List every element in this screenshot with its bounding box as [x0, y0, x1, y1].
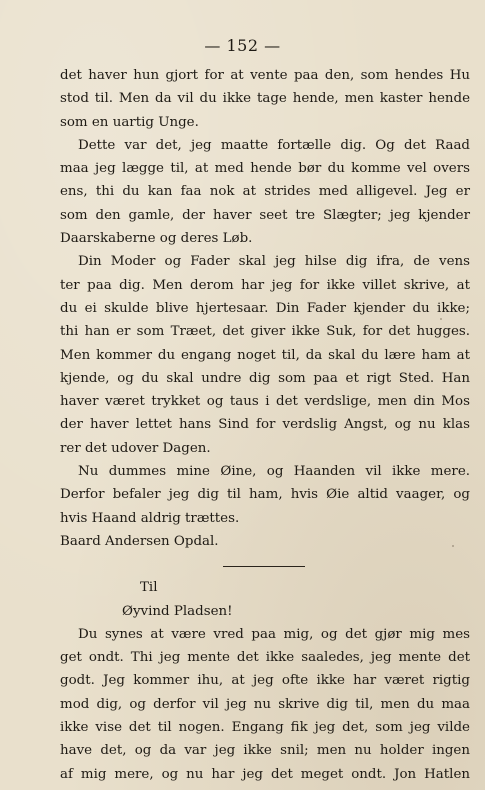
text-line: Du synes at være vred paa mig, og det gjør mig mes	[78, 626, 470, 642]
text-line: mod dig, og derfor vil jeg nu skrive dig til, men du maa	[60, 696, 470, 712]
text-line: kjende, og du skal undre dig som paa et rigt Sted. Han	[60, 370, 470, 386]
text-line: ens, thi du kan faa nok at strides med alligevel. Jeg er	[60, 184, 470, 200]
paper-speck	[62, 402, 64, 404]
text-line: ikke vise det til nogen. Engang fik jeg det, som jeg vilde	[60, 720, 470, 736]
text-line: ter paa dig. Men derom har jeg for ikke villet skrive, at	[60, 277, 470, 293]
paper-speck	[440, 318, 442, 320]
salutation-name: Øyvind Pladsen!	[122, 603, 233, 619]
section-divider	[60, 553, 470, 576]
text-line: der haver lettet hans Sind for verdslig Angst, og nu klas	[60, 417, 470, 433]
text-line: hvis Haand aldrig trættes.	[60, 510, 240, 526]
text-line: thi han er som Træet, det giver ikke Suk, for det hugges.	[60, 324, 470, 340]
text-line: maa jeg lægge til, at med hende bør du komme vel overs	[60, 161, 470, 177]
text-line: det haver hun gjort for at vente paa den, som hendes Hu	[60, 68, 470, 83]
divider-rule	[223, 566, 305, 567]
text-line: haver været trykket og taus i det verdslige, men din Mos	[60, 394, 470, 410]
text-line: Derfor befaler jeg dig til ham, hvis Øie altid vaager, og	[60, 487, 470, 503]
text-line: get ondt. Thi jeg mente det ikke saaledes, jeg mente det	[60, 650, 470, 666]
text-line: som den gamle, der haver seet tre Slægter; jeg kjender	[60, 207, 470, 223]
text-line: Daarskaberne og deres Løb.	[60, 231, 253, 247]
text-line: Dette var det, jeg maatte fortælle dig. Og det Raad	[78, 137, 470, 153]
page-body	[60, 64, 470, 786]
page-number: — 152 —	[204, 36, 281, 55]
text-line: Nu dummes mine Øine, og Haanden vil ikke mere.	[78, 464, 470, 480]
text-line: som en uartig Unge.	[60, 114, 199, 130]
text-line: godt. Jeg kommer ihu, at jeg ofte ikke har været rigtig	[60, 673, 470, 689]
text-line: have det, og da var jeg ikke snil; men nu holder ingen	[60, 743, 470, 759]
salutation-to: Til	[140, 580, 158, 596]
signature: Baard Andersen Opdal.	[60, 533, 219, 549]
text-line: af mig mere, og nu har jeg det meget ondt. Jon Hatlen	[60, 766, 470, 782]
text-line: Din Moder og Fader skal jeg hilse dig ifra, de vens	[78, 254, 470, 270]
text-line: rer det udover Dagen.	[60, 440, 211, 456]
text-line: Men kommer du engang noget til, da skal du lære ham at	[60, 347, 470, 363]
text-line: stod til. Men da vil du ikke tage hende, men kaster hende	[60, 91, 470, 107]
text-line: du ei skulde blive hjertesaar. Din Fader kjender du ikke;	[60, 300, 470, 316]
paper-speck	[452, 545, 454, 547]
